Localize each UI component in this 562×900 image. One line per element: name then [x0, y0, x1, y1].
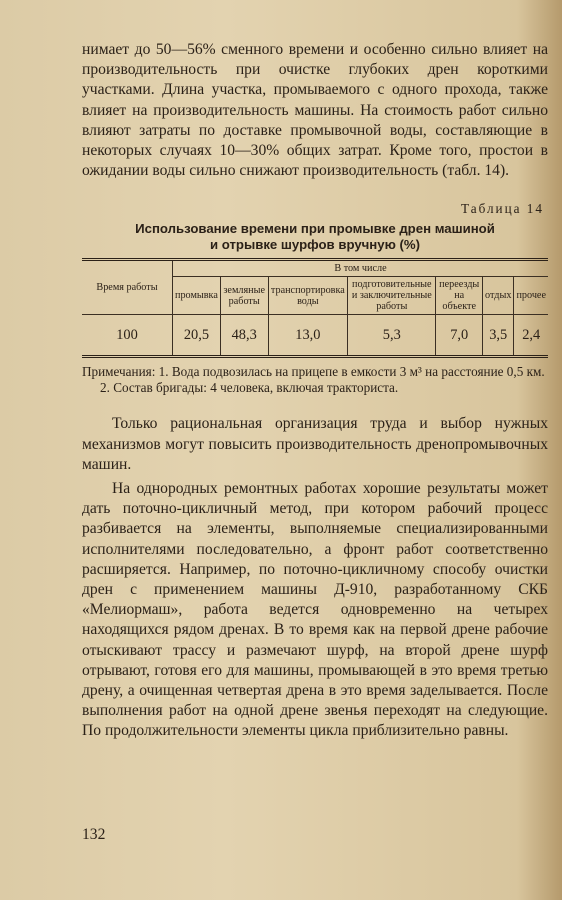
- table-title: [82, 221, 548, 253]
- header-total-time: Время работы: [82, 260, 173, 315]
- cell-total: 100: [82, 315, 173, 357]
- header-col-6: отдых: [483, 277, 514, 315]
- paragraph-1: нимает до 50—56% сменного времени и особенно сильно влияет на производительность при очистке глубоких дрен короткими участками. Длина участка, промываемого с одного прохода, также влияет на производительность машины. На стоимость работ сильно влияют затраты по доставке промывочной воды, составляющие в некоторых случаях 10—30% общих затрат. Кроме того, простои в ожидании воды сильно снижают производительность (табл. 14).: [82, 41, 548, 180]
- table-row: [82, 315, 548, 357]
- paragraph-3: На однородных ремонтных работах хорошие результаты может дать поточно-цикличный метод, при котором рабочий процесс разбивается на элементы, выполняемые специализированными исполнителями последовательно, а фронт работ соответственно расширяется. Например, по поточно-цикличному способу очистки дрен с применением машины Д-910, разработанному СКБ «Мелиормаш», работа ведется одновременно на четырех находящихся рядом дренах. В то время как на первой дрене рабочие отыскивают трассу и размечают шурф, на второй дрене шурф отрывают, готовя его для машины, промывающей в это время третью дрену, а очищенная четвертая дрена в это время заделывается. После выполнения работ на одной дрене звенья переходят на следующие. По продолжительности элементы цикла приблизительно равны.: [82, 480, 548, 740]
- cell-5: 7,0: [436, 315, 483, 357]
- note-1: Примечания: 1. Вода подвозилась на прицепе в емкости 3 м³ на расстояние 0,5 км.: [82, 364, 545, 380]
- header-col-4: подготовительные и заключительные работы: [348, 277, 436, 315]
- cell-4: 5,3: [348, 315, 436, 357]
- cell-7: 2,4: [514, 315, 548, 357]
- page-number: 132: [82, 826, 106, 843]
- cell-3: 13,0: [268, 315, 348, 357]
- header-col-3: транспортировка воды: [268, 277, 348, 315]
- header-col-7: прочее: [514, 277, 548, 315]
- table-header-row-1: [82, 260, 548, 277]
- cell-1: 20,5: [173, 315, 221, 357]
- note-2: 2. Состав бригады: 4 человека, включая тракториста.: [100, 380, 399, 396]
- table-title-line-2: и отрывке шурфов вручную (%): [209, 237, 421, 253]
- cell-6: 3,5: [483, 315, 514, 357]
- time-usage-table: [82, 258, 548, 358]
- table-notes: [82, 364, 548, 396]
- cell-2: 48,3: [220, 315, 268, 357]
- header-col-1: промывка: [173, 277, 221, 315]
- header-col-2: земляные работы: [220, 277, 268, 315]
- table-title-line-1: Использование времени при промывке дрен машиной: [135, 221, 495, 237]
- table-caption: Таблица 14: [461, 201, 544, 217]
- header-including: В том числе: [173, 260, 549, 277]
- header-col-5: переезды на объекте: [436, 277, 483, 315]
- paragraph-2: Только рациональная организация труда и выбор нужных механизмов могут повысить производительность дренопромывочных машин.: [82, 415, 548, 473]
